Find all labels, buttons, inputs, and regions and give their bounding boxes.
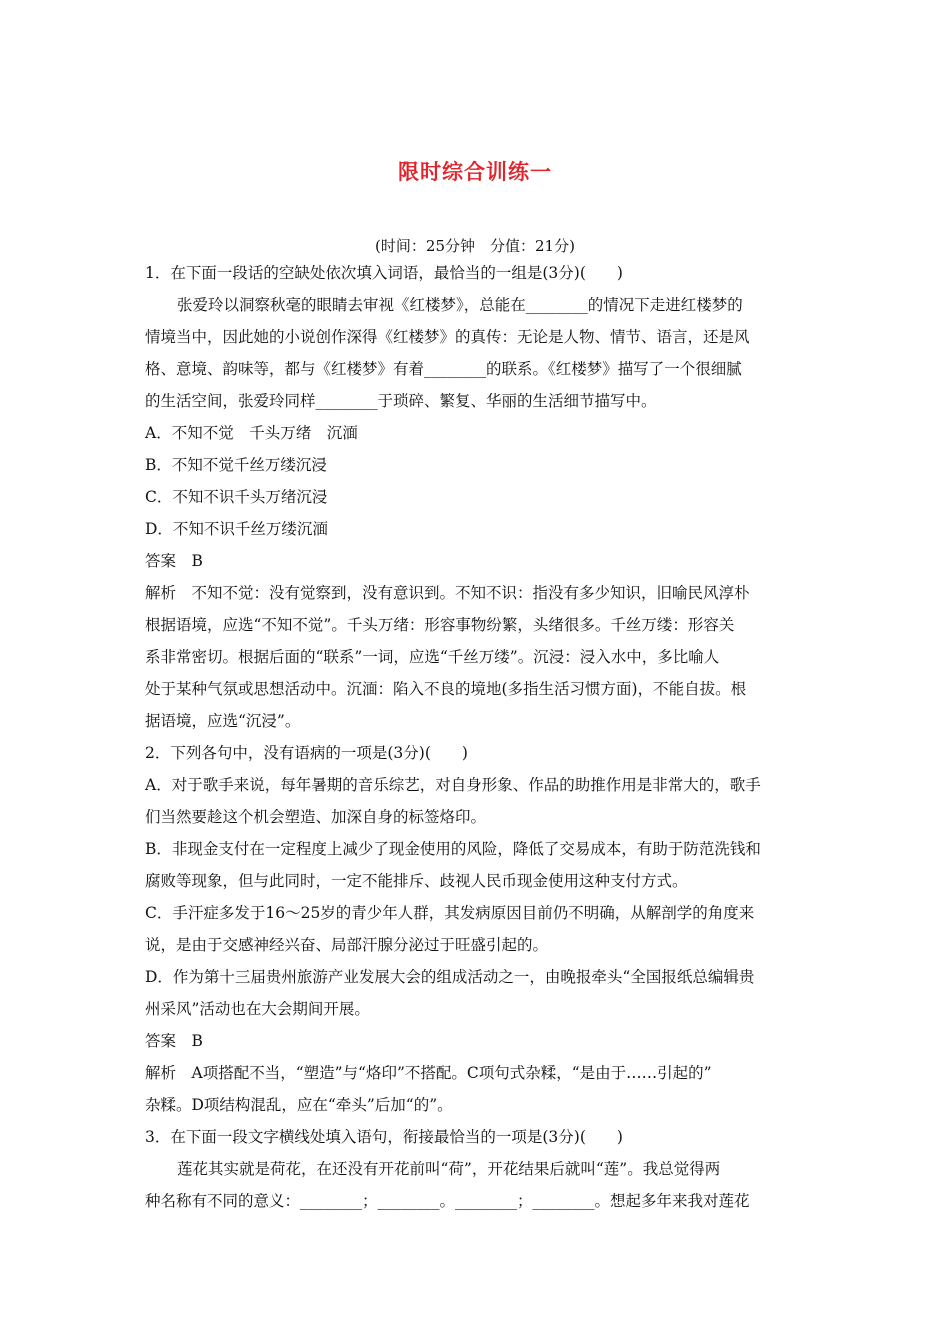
- paragraph-line: 格、意境、韵味等，都与《红楼梦》有着________的联系。《红楼梦》描写了一个很细腻: [145, 360, 742, 378]
- paragraph-line: 的生活空间，张爱玲同样________于琐碎、繁复、华丽的生活细节描写中。: [145, 392, 657, 410]
- option-a: A．对于歌手来说，每年暑期的音乐综艺，对自身形象、作品的助推作用是非常大的，歌手: [145, 776, 761, 794]
- question-1-stem: 1．在下面一段话的空缺处依次填入词语，最恰当的一组是(3分)( ): [145, 264, 623, 282]
- explanation-line: 解析 不知不觉：没有觉察到，没有意识到。不知不识：指没有多少知识，旧喻民风淳朴: [145, 584, 750, 602]
- option-d: D．不知不识千丝万缕沉湎: [145, 520, 328, 538]
- option-a: A．不知不觉 千头万绪 沉湎: [145, 424, 358, 442]
- option-c: C．不知不识千头万绪沉浸: [145, 488, 328, 506]
- option-b: B．非现金支付在一定程度上减少了现金使用的风险，降低了交易成本，有助于防范洗钱和: [145, 840, 761, 858]
- option-b: B．不知不觉千丝万缕沉浸: [145, 456, 327, 474]
- answer-line: 答案 B: [145, 552, 203, 570]
- explanation-line: 杂糅。D项结构混乱，应在“牵头”后加“的”。: [145, 1096, 453, 1114]
- explanation-line: 解析 A项搭配不当，“塑造”与“烙印”不搭配。C项句式杂糅，“是由于……引起的”: [145, 1064, 712, 1082]
- option-b: 腐败等现象，但与此同时，一定不能排斥、歧视人民币现金使用这种支付方式。: [145, 872, 688, 890]
- paragraph-line: 种名称有不同的意义：________；________。________；________。想起多年来我对莲花: [145, 1192, 750, 1210]
- explanation-line: 处于某种气氛或思想活动中。沉湎：陷入不良的境地(多指生活习惯方面)，不能自拔。根: [145, 680, 747, 698]
- explanation-line: 根据语境，应选“不知不觉”。千头万绪：形容事物纷繁，头绪很多。千丝万缕：形容关: [145, 616, 735, 634]
- question-3-stem: 3．在下面一段文字横线处填入语句，衔接最恰当的一项是(3分)( ): [145, 1128, 623, 1146]
- option-c: 说，是由于交感神经兴奋、局部汗腺分泌过于旺盛引起的。: [145, 936, 549, 954]
- option-a: 们当然要趁这个机会塑造、加深自身的标签烙印。: [145, 808, 487, 826]
- exam-meta: (时间：25分钟 分值：21分): [375, 237, 575, 255]
- paragraph-line: 莲花其实就是荷花，在还没有开花前叫“荷”，开花结果后就叫“莲”。我总觉得两: [177, 1160, 721, 1178]
- paragraph-line: 张爱玲以洞察秋毫的眼睛去审视《红楼梦》，总能在________的情况下走进红楼梦的: [177, 296, 743, 314]
- paragraph-line: 情境当中，因此她的小说创作深得《红楼梦》的真传：无论是人物、情节、语言，还是风: [145, 328, 750, 346]
- option-d: D．作为第十三届贵州旅游产业发展大会的组成活动之一，由晚报牵头“全国报纸总编辑贵: [145, 968, 755, 986]
- explanation-line: 据语境，应选“沉浸”。: [145, 712, 301, 730]
- page-title: 限时综合训练一: [398, 160, 552, 184]
- answer-line: 答案 B: [145, 1032, 203, 1050]
- option-d: 州采风”活动也在大会期间开展。: [145, 1000, 370, 1018]
- option-c: C．手汗症多发于16～25岁的青少年人群，其发病原因目前仍不明确，从解剖学的角度来: [145, 904, 755, 922]
- question-2-stem: 2．下列各句中，没有语病的一项是(3分)( ): [145, 744, 468, 762]
- explanation-line: 系非常密切。根据后面的“联系”一词，应选“千丝万缕”。沉浸：浸入水中，多比喻人: [145, 648, 720, 666]
